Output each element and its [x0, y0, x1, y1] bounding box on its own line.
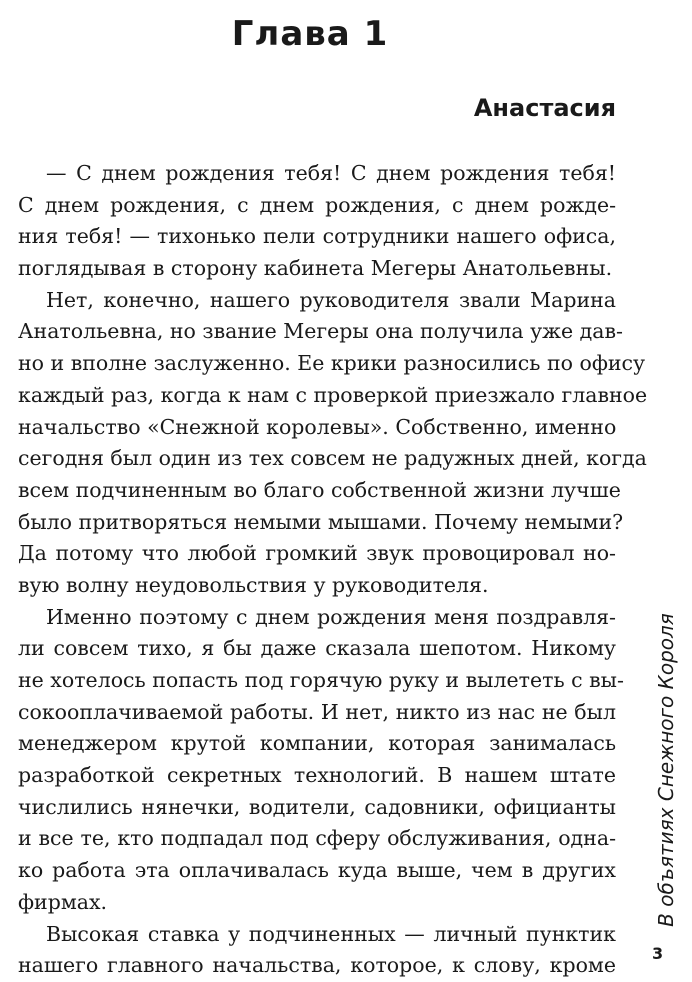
text-line: всем подчиненным во благо собственной жизни лучше — [18, 477, 621, 502]
text-line: Высокая ставка у подчиненных — личный пунктик — [46, 921, 616, 946]
text-line: Анатольевна, но звание Мегеры она получила уже дав- — [18, 319, 623, 344]
text-line: фирмах. — [18, 889, 108, 914]
page-number: 3 — [652, 944, 664, 963]
text-line: не хотелось попасть под горячую руку и вылететь с вы- — [18, 668, 624, 692]
text-line: менеджером крутой компании, которая занималась — [18, 731, 616, 756]
section-heading: Анастасия — [473, 94, 616, 122]
text-line: начальство «Снежной королевы». Собственно, именно — [18, 414, 617, 439]
text-line: сегодня был один из тех совсем не радужных дней, когда — [18, 446, 647, 471]
text-line: каждый раз, когда к нам с проверкой приезжало главное — [18, 382, 648, 407]
text-line: разработкой секретных технологий. В нашем штате — [18, 763, 616, 788]
text-line: Именно поэтому с днем рождения меня поздравля- — [46, 604, 616, 629]
text-line: нашего главного начальства, которое, к слову, кроме — [18, 953, 616, 978]
text-line: вую волну неудовольствия у руководителя. — [18, 572, 489, 597]
text-line: Да потому что любой громкий звук провоцировал но- — [18, 541, 616, 566]
text-line: — С днем рождения тебя! С днем рождения тебя! — [46, 161, 616, 185]
text-line: ния тебя! — тихонько пели сотрудники нашего офиса, — [18, 224, 616, 249]
text-line: ли совсем тихо, я бы даже сказала шепотом. Никому — [18, 636, 616, 661]
text-line: С днем рождения, с днем рождения, с днем рожде- — [18, 192, 616, 217]
running-title-text: В объятиях Снежного Короля — [654, 613, 678, 927]
body-text — [18, 158, 648, 982]
text-line: ко работа эта оплачивалась куда выше, чем в других — [18, 858, 616, 883]
text-line: но и вполне заслуженно. Ее крики разносились по офису — [18, 351, 646, 376]
text-line: сокооплачиваемой работы. И нет, никто из нас не был — [18, 699, 616, 724]
chapter-title: Глава 1 — [231, 14, 389, 54]
text-line: было притворяться немыми мышами. Почему немыми? — [18, 509, 624, 534]
text-line: и все те, кто подпадал под сферу обслуживания, одна- — [18, 826, 616, 851]
text-line: числились нянечки, водители, садовники, официанты — [18, 794, 616, 819]
text-line: Нет, конечно, нашего руководителя звали Марина — [46, 287, 616, 312]
running-title — [644, 613, 688, 927]
text-line: поглядывая в сторону кабинета Мегеры Анатольевны. — [18, 256, 613, 281]
